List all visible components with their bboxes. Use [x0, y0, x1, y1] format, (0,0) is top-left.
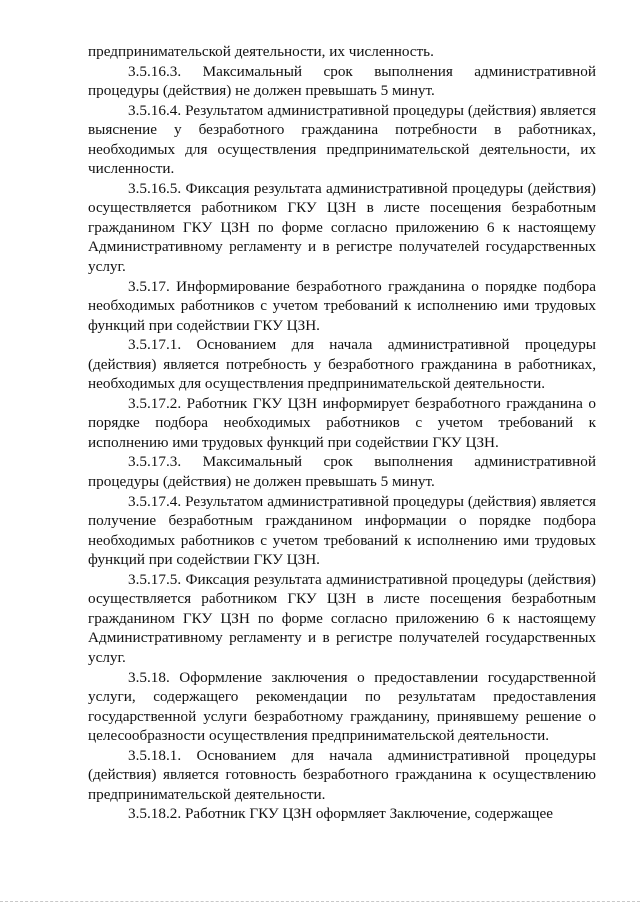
paragraph-3-5-18-2: 3.5.18.2. Работник ГКУ ЦЗН оформляет Заключение, содержащее	[128, 805, 553, 823]
paragraph-3-5-17-5: 3.5.17.5. Фиксация результата административной процедуры (действия) осуществляется работником ГКУ ЦЗН в листе посещения безработным гражданином ГКУ ЦЗН по форме согласно приложению 6 к настоящему Административному регламенту и в регистре получателей государственных услуг.	[88, 570, 596, 666]
paragraph-3-5-17-3: 3.5.17.3. Максимальный срок выполнения административной процедуры (действия) не должен превышать 5 минут.	[88, 453, 596, 491]
document-page	[88, 42, 596, 824]
paragraph-3-5-17-4: 3.5.17.4. Результатом административной процедуры (действия) является получение безработным гражданином информации о порядке подбора необходимых работников с учетом требований к исполнению ими трудовых функций при содействии ГКУ ЦЗН.	[88, 492, 596, 569]
paragraph-3-5-17-2: 3.5.17.2. Работник ГКУ ЦЗН информирует безработного гражданина о порядке подбора необходимых работников с учетом требований к исполнению ими трудовых функций при содействии ГКУ ЦЗН.	[88, 394, 596, 451]
paragraph-3-5-17: 3.5.17. Информирование безработного гражданина о порядке подбора необходимых работников с учетом требований к исполнению ими трудовых функций при содействии ГКУ ЦЗН.	[88, 277, 596, 334]
paragraph-3-5-16-4: 3.5.16.4. Результатом административной процедуры (действия) является выяснение у безработного гражданина потребности в работниках, необходимых для осуществления предпринимательской деятельности, их численности.	[88, 101, 596, 178]
paragraph-3-5-18-1: 3.5.18.1. Основанием для начала административной процедуры (действия) является готовность безработного гражданина к осуществлению предпринимательской деятельности.	[88, 746, 596, 803]
paragraph-3-5-16-5: 3.5.16.5. Фиксация результата административной процедуры (действия) осуществляется работником ГКУ ЦЗН в листе посещения безработным гражданином ГКУ ЦЗН по форме согласно приложению 6 к настоящему Административному регламенту и в регистре получателей государственных услуг.	[88, 179, 596, 276]
paragraph-3-5-18: 3.5.18. Оформление заключения о предоставлении государственной услуги, содержащего рекомендации по результатам предоставления государственной услуги безработному гражданину, принявшему решение о целесообразности осуществления предпринимательской деятельности.	[88, 668, 596, 745]
paragraph-3-5-16-3: 3.5.16.3. Максимальный срок выполнения административной процедуры (действия) не должен превышать 5 минут.	[88, 62, 596, 100]
paragraph-continuation: предпринимательской деятельности, их численность.	[88, 43, 434, 60]
page-edge-divider	[0, 901, 640, 903]
paragraph-3-5-17-1: 3.5.17.1. Основанием для начала административной процедуры (действия) является потребность у безработного гражданина в работниках, необходимых для осуществления предпринимательской деятельности.	[88, 336, 596, 393]
